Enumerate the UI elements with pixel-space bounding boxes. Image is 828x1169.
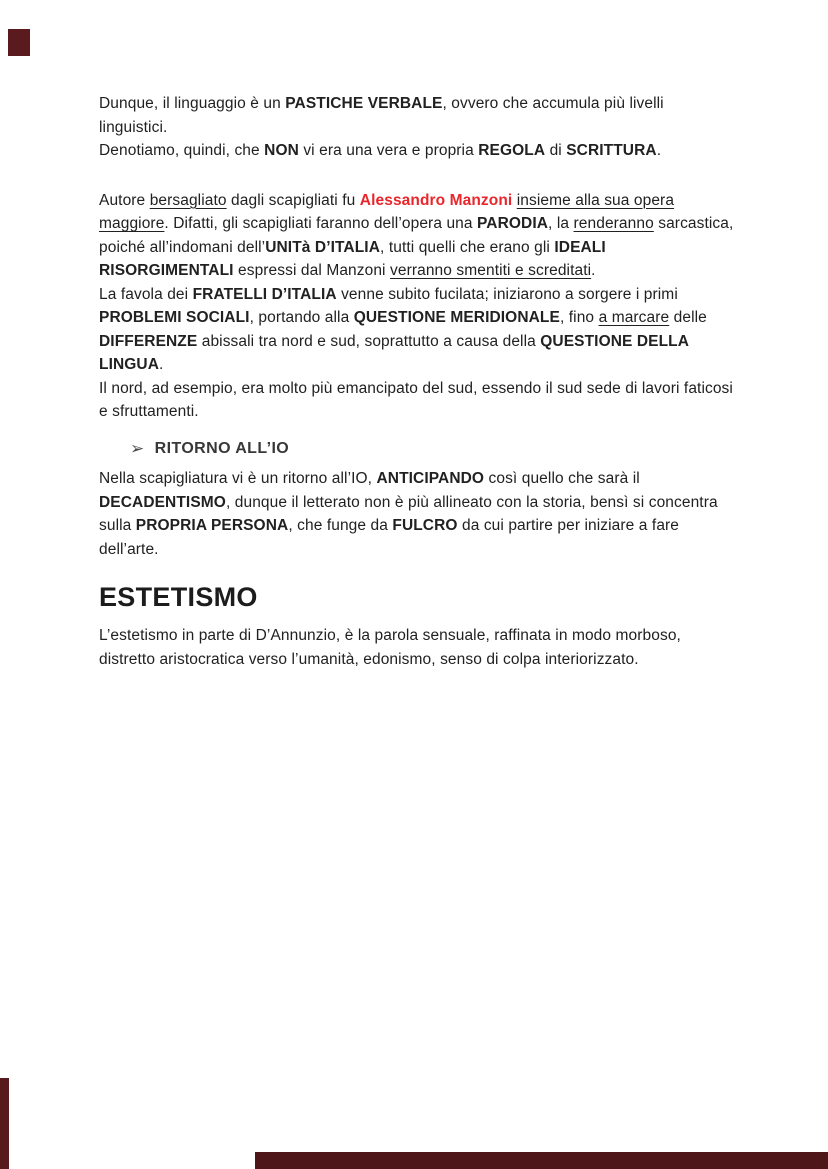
text-run: bersagliato <box>149 191 227 209</box>
text-run: , dunque il letterato non è più allineato con la storia, bensì si concentra sulla <box>99 493 718 534</box>
text-run: , tutti quelli che erano gli <box>380 238 555 256</box>
text-run: L’estetismo in parte di D’Annunzio, è la parola sensuale, raffinata in modo morboso, distretto aristocratica verso l’umanità, edonismo, senso di colpa interiorizzato. <box>99 627 681 668</box>
text-run: , ovvero che accumula più livelli linguistici. <box>99 95 664 136</box>
text-run: a marcare <box>598 309 670 326</box>
text-run: DECADENTISMO <box>99 493 226 511</box>
text-run: FRATELLI D’ITALIA <box>192 285 337 303</box>
text-run: , fino <box>559 309 599 326</box>
text-run: dagli scapigliati fu <box>226 191 360 209</box>
paragraph <box>99 283 735 377</box>
text-run: venne subito fucilata; iniziarono a sorgere i primi <box>336 285 678 303</box>
text-run: insieme alla sua opera maggiore <box>99 191 675 232</box>
text-run: Il nord, ad esempio, era molto più emancipato del sud, essendo il sud sede di lavori faticosi e sfruttamenti. <box>99 379 733 420</box>
paragraph <box>99 377 735 424</box>
bullet-heading-label: RITORNO ALL’IO <box>154 439 290 457</box>
intro-block <box>99 92 735 163</box>
paragraph <box>99 92 735 139</box>
text-run: sarcastica, poiché all’indomani dell’ <box>99 215 734 256</box>
manzoni-block <box>99 189 735 424</box>
photo-edge-mark-bottom <box>255 1152 828 1169</box>
document-page <box>99 92 735 671</box>
paragraph <box>99 189 735 283</box>
text-run: . Difatti, gli scapigliati faranno dell’opera una <box>164 215 478 232</box>
text-run: REGOLA <box>478 142 546 159</box>
text-run: abissali tra nord e sud, soprattutto a causa della <box>197 332 541 350</box>
text-run: , la <box>548 215 574 232</box>
text-run: così quello che sarà il <box>484 470 640 487</box>
text-run: da cui partire per iniziare a fare dell’arte. <box>99 517 680 558</box>
text-run: . <box>656 142 662 159</box>
text-run: PASTICHE VERBALE <box>285 95 443 112</box>
bullet-heading <box>130 437 735 461</box>
text-run: , che funge da <box>288 517 393 534</box>
text-run: La favola dei <box>99 285 193 303</box>
text-run: Denotiamo, quindi, che <box>99 142 265 159</box>
text-run: verranno smentiti e screditati <box>390 262 592 279</box>
text-run: Autore <box>99 191 150 209</box>
text-run: Nella scapigliatura vi è un ritorno all’IO, <box>99 470 377 487</box>
text-run: delle <box>669 309 707 326</box>
photo-edge-mark-left <box>0 1078 9 1169</box>
text-run: SCRITTURA <box>566 142 657 159</box>
text-run: QUESTIONE DELLA LINGUA <box>99 332 689 373</box>
text-run: Alessandro Manzoni <box>359 191 513 209</box>
paragraph <box>99 467 735 561</box>
text-run: QUESTIONE MERIDIONALE <box>353 309 560 326</box>
text-run: vi era una vera e propria <box>298 142 479 159</box>
paragraph <box>99 139 735 163</box>
arrow-bullet-icon: ➢ <box>130 438 145 458</box>
text-run: NON <box>264 142 299 159</box>
text-run: PROPRIA PERSONA <box>135 517 289 534</box>
text-run: espressi dal Manzoni <box>233 262 391 279</box>
section-heading: ESTETISMO <box>99 582 258 612</box>
text-run: . <box>159 356 164 373</box>
text-run: PROBLEMI SOCIALI <box>99 309 250 326</box>
ritorno-block <box>99 467 735 561</box>
text-run: IDEALI RISORGIMENTALI <box>99 238 606 279</box>
estetismo-block <box>99 624 735 671</box>
text-run: ANTICIPANDO <box>376 470 485 487</box>
text-run: di <box>545 142 567 159</box>
text-run: UNITà D’ITALIA <box>265 238 380 256</box>
text-run: . <box>591 262 596 279</box>
text-run: , portando alla <box>249 309 354 326</box>
text-run: renderanno <box>573 215 654 232</box>
text-run: FULCRO <box>392 517 458 534</box>
text-run: Dunque, il linguaggio è un <box>99 95 286 112</box>
photo-edge-mark-top-left <box>8 29 30 56</box>
text-run: PARODIA <box>477 215 549 232</box>
paragraph <box>99 624 735 671</box>
text-run: DIFFERENZE <box>99 332 198 350</box>
